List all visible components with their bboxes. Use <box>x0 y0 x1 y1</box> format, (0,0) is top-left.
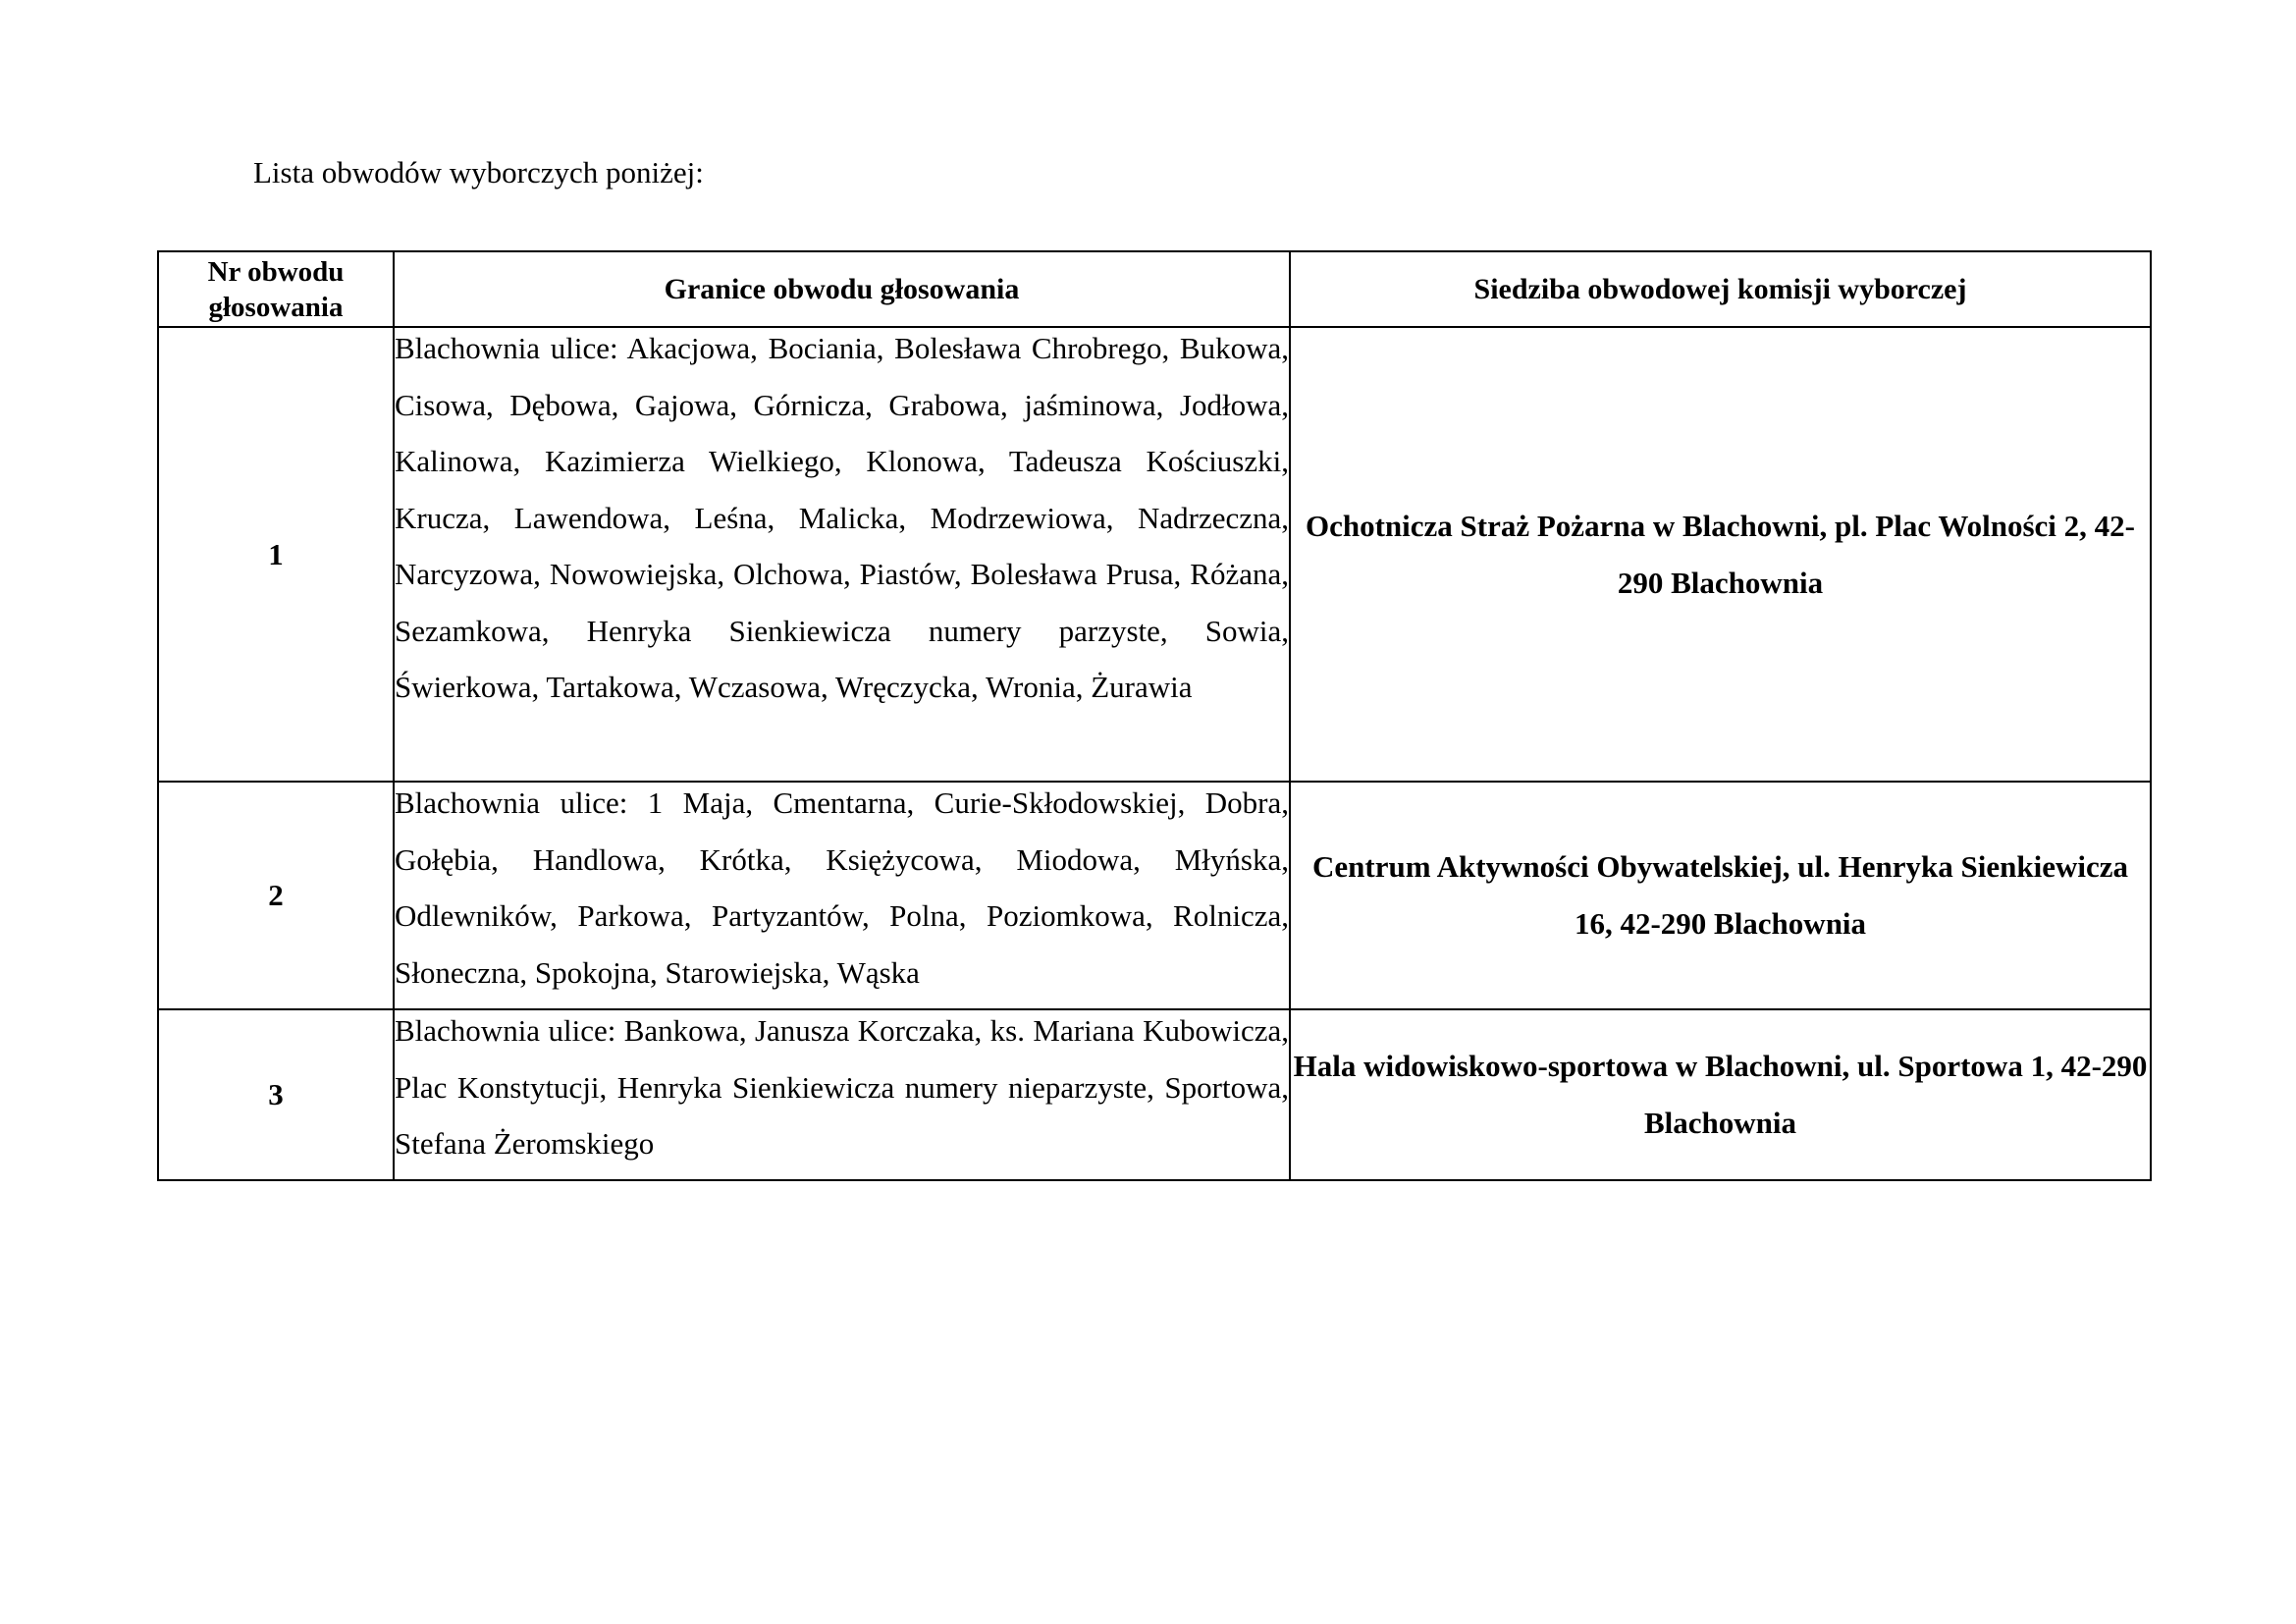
commission-seat: Ochotnicza Straż Pożarna w Blachowni, pl. Plac Wolności 2, 42-290 Blachownia <box>1290 327 2151 782</box>
district-boundaries-text: Blachownia ulice: Akacjowa, Bociania, Bolesława Chrobrego, Bukowa, Cisowa, Dębowa, Gajowa, Górnicza, Grabowa, jaśminowa, Jodłowa, Kalinowa, Kazimierza Wielkiego, Klonowa, Tadeusza Kościuszki, Krucza, Lawendowa, Leśna, Malicka, Modrzewiowa, Nadrzeczna, Narcyzowa, Nowowiejska, Olchowa, Piastów, Bolesława Prusa, Różana, Sezamkowa, Henryka Sienkiewicza numery parzyste, Sowia, Świerkowa, Tartakowa, Wczasowa, Wręczycka, Wronia, Żurawia <box>395 331 1289 704</box>
district-boundaries-text: Blachownia ulice: 1 Maja, Cmentarna, Curie-Skłodowskiej, Dobra, Gołębia, Handlowa, Krótka, Księżycowa, Miodowa, Młyńska, Odlewników, Parkowa, Partyzantów, Polna, Poziomkowa, Rolnicza, Słoneczna, Spokojna, Starowiejska, Wąska <box>395 785 1289 990</box>
commission-seat: Hala widowiskowo-sportowa w Blachowni, ul. Sportowa 1, 42-290 Blachownia <box>1290 1009 2151 1180</box>
intro-text: Lista obwodów wyborczych poniżej: <box>253 155 704 189</box>
table-row <box>158 1009 2151 1180</box>
district-number: 2 <box>158 782 394 1009</box>
districts-table <box>157 250 2152 1181</box>
district-boundaries-text: Blachownia ulice: Bankowa, Janusza Korczaka, ks. Mariana Kubowicza, Plac Konstytucji, Henryka Sienkiewicza numery nieparzyste, Sportowa, Stefana Żeromskiego <box>395 1013 1289 1161</box>
header-commission-seat: Siedziba obwodowej komisji wyborczej <box>1290 251 2151 327</box>
header-district-number: Nr obwodu głosowania <box>158 251 394 327</box>
commission-seat: Centrum Aktywności Obywatelskiej, ul. Henryka Sienkiewicza 16, 42-290 Blachownia <box>1290 782 2151 1009</box>
table-row <box>158 327 2151 782</box>
district-boundaries <box>394 327 1290 782</box>
district-number: 1 <box>158 327 394 782</box>
table-row <box>158 782 2151 1009</box>
district-boundaries <box>394 1009 1290 1180</box>
district-boundaries <box>394 782 1290 1009</box>
header-district-boundaries: Granice obwodu głosowania <box>394 251 1290 327</box>
district-number: 3 <box>158 1009 394 1180</box>
table-header-row <box>158 251 2151 327</box>
